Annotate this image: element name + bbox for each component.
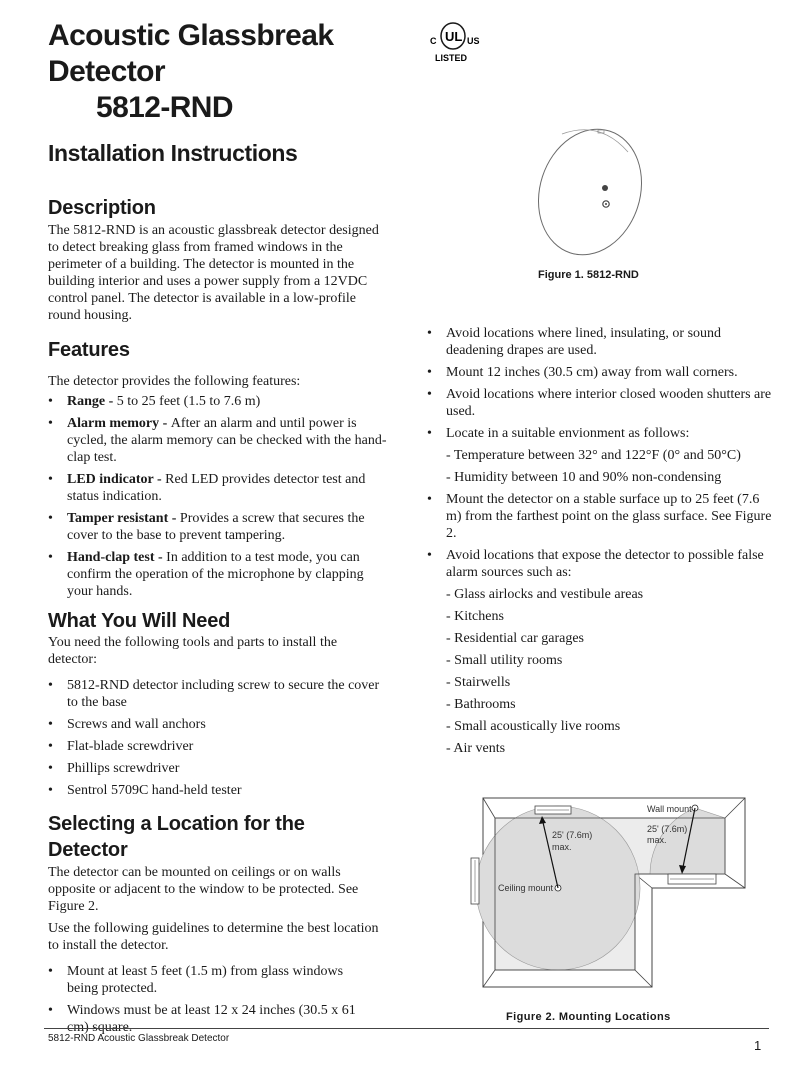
list-item: - Kitchens	[446, 609, 504, 624]
location-list	[48, 963, 358, 1036]
wall-max-label: max.	[647, 835, 667, 845]
subtitle: Installation Instructions	[48, 140, 298, 166]
location-para-1: The detector can be mounted on ceilings or on walls opposite or adjacent to the window to be protected. See Figure 2.	[48, 865, 359, 914]
location-para-2: Use the following guidelines to determine the best location to install the detector.	[48, 921, 379, 953]
model-number: 5812-RND	[96, 91, 233, 124]
wall-mount-label: Wall mount	[647, 804, 692, 814]
list-item: - Humidity between 10 and 90% non-condensing	[446, 470, 722, 485]
figure-1-caption: Figure 1. 5812-RND	[538, 269, 639, 281]
wall-range-label: 25' (7.6m)	[647, 824, 688, 834]
what-you-need-list	[48, 677, 388, 799]
what-you-need-intro: You need the following tools and parts to install the detector:	[48, 635, 338, 667]
detector-illustration	[520, 122, 670, 262]
guidelines-list-2	[427, 491, 772, 581]
list-item: • 5812-RND detector including screw to secure the cover to the base	[48, 677, 388, 711]
page-number: 1	[754, 1038, 762, 1053]
list-item: • Phillips screwdriver	[48, 760, 388, 777]
guidelines-list	[427, 325, 772, 442]
footer-rule	[44, 1028, 769, 1029]
false-alarm-sources-list	[427, 586, 772, 757]
title-line-2: Detector	[48, 55, 165, 88]
list-item: - Residential car garages	[446, 631, 584, 646]
list-item: • Avoid locations where interior closed wooden shutters are used.	[427, 386, 772, 420]
list-item: • Mount the detector on a stable surface up to 25 feet (7.6 m) from the farthest point on the glass surface. See Figure 2.	[427, 491, 772, 542]
list-item: - Stairwells	[446, 675, 511, 690]
title-line-1: Acoustic Glassbreak	[48, 19, 334, 52]
ul-c-mark: C	[430, 36, 437, 46]
list-item: • LED indicator - Red LED provides detector test and status indication.	[48, 471, 388, 505]
right-column	[427, 325, 772, 762]
environment-list	[427, 447, 772, 486]
list-item: - Bathrooms	[446, 697, 516, 712]
left-column	[48, 195, 388, 1041]
list-item: • Sentrol 5709C hand-held tester	[48, 782, 388, 799]
list-item: - Small utility rooms	[446, 653, 563, 668]
ul-us-mark: US	[467, 36, 480, 46]
list-item: • Locate in a suitable envionment as follows:	[427, 425, 772, 442]
location-heading: Selecting a Location for the Detector	[48, 813, 305, 861]
list-item: • Flat-blade screwdriver	[48, 738, 388, 755]
list-item: • Mount at least 5 feet (1.5 m) from glass windows being protected.	[48, 963, 358, 997]
document-title	[48, 18, 333, 126]
list-item: • Screws and wall anchors	[48, 716, 388, 733]
list-item: - Temperature between 32° and 122°F (0° and 50°C)	[446, 448, 741, 463]
list-item: • Mount 12 inches (30.5 cm) away from wall corners.	[427, 364, 772, 381]
features-heading: Features	[48, 339, 130, 361]
features-list	[48, 393, 388, 600]
ul-mark: UL	[445, 29, 463, 44]
list-item: • Avoid locations that expose the detector to possible false alarm sources such as:	[427, 547, 772, 581]
list-item: - Air vents	[446, 741, 506, 756]
ul-listed-logo	[426, 16, 498, 66]
mounting-locations-diagram	[460, 790, 760, 1000]
ceiling-mount-label: Ceiling mount	[498, 883, 554, 893]
ul-listed-text: LISTED	[435, 53, 468, 63]
list-item: • Range - 5 to 25 feet (1.5 to 7.6 m)	[48, 393, 388, 410]
ceiling-range-label: 25' (7.6m)	[552, 830, 593, 840]
features-intro: The detector provides the following features:	[48, 374, 301, 389]
what-you-need-heading: What You Will Need	[48, 610, 231, 632]
description-text: The 5812-RND is an acoustic glassbreak detector designed to detect breaking glass from framed windows in the perimeter of a building. The detector is mounted in the building interior and uses a power supply from a 12VDC control panel. The detector is available in a low-profile round housing.	[48, 223, 379, 323]
list-item: • Hand-clap test - In addition to a test mode, you can confirm the operation of the microphone by clapping your hands.	[48, 549, 388, 600]
figure-2-caption: Figure 2. Mounting Locations	[506, 1011, 671, 1023]
list-item: • Alarm memory - After an alarm and until power is cycled, the alarm memory can be checked with the hand-clap test.	[48, 415, 388, 466]
list-item: • Tamper resistant - Provides a screw that secures the cover to the base to prevent tampering.	[48, 510, 388, 544]
ceiling-max-label: max.	[552, 842, 572, 852]
list-item: • Windows must be at least 12 x 24 inches (30.5 x 61 cm) square.	[48, 1002, 358, 1036]
list-item: - Glass airlocks and vestibule areas	[446, 587, 644, 602]
list-item: • Avoid locations where lined, insulating, or sound deadening drapes are used.	[427, 325, 772, 359]
list-item: - Small acoustically live rooms	[446, 719, 621, 734]
description-heading: Description	[48, 197, 156, 219]
footer-title: 5812-RND Acoustic Glassbreak Detector	[48, 1033, 230, 1044]
